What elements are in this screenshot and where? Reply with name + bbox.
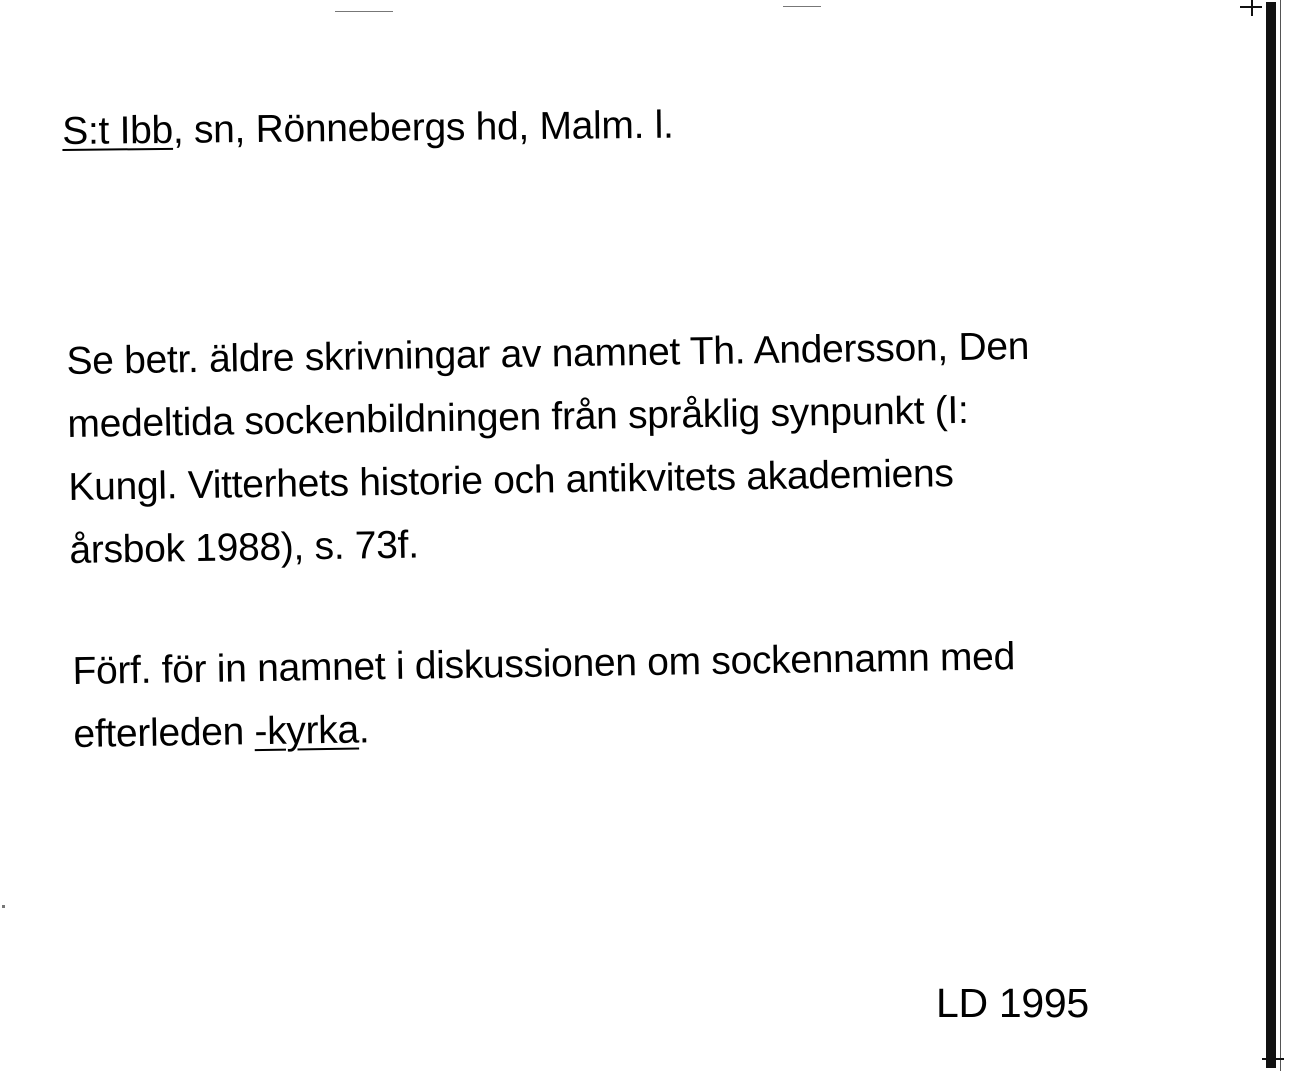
scan-edge-mark: [1262, 1058, 1284, 1060]
note-line: Förf. för in namnet i diskussionen om sockennamn med: [72, 635, 1016, 693]
note-suffix: .: [358, 708, 370, 752]
reference-line: Se betr. äldre skrivningar av namnet Th. Andersson, Den: [66, 324, 1030, 383]
reference-line: medeltida sockenbildningen från språklig synpunkt (I:: [67, 388, 969, 446]
scan-edge-bar: [1266, 2, 1276, 1068]
scan-speck: [783, 6, 821, 7]
reference-paragraph: [66, 315, 1032, 582]
scan-speck: [335, 11, 393, 12]
term-kyrka: -kyrka: [254, 708, 360, 754]
scan-edge-mark: [1251, 0, 1253, 16]
note-paragraph: [72, 625, 1016, 766]
place-details: , sn, Rönnebergs hd, Malm. l.: [172, 103, 674, 152]
signature: LD 1995: [936, 980, 1089, 1026]
reference-line: Kungl. Vitterhets historie och antikvitets akademiens: [68, 452, 954, 509]
note-prefix: efterleden: [73, 710, 255, 756]
reference-line: årsbok 1988), s. 73f.: [69, 523, 419, 572]
card-heading: [62, 102, 674, 156]
scan-speck: [2, 905, 5, 908]
place-name: S:t Ibb: [62, 108, 174, 153]
scan-edge-line: [1280, 0, 1281, 1071]
note-line: [73, 688, 1016, 766]
